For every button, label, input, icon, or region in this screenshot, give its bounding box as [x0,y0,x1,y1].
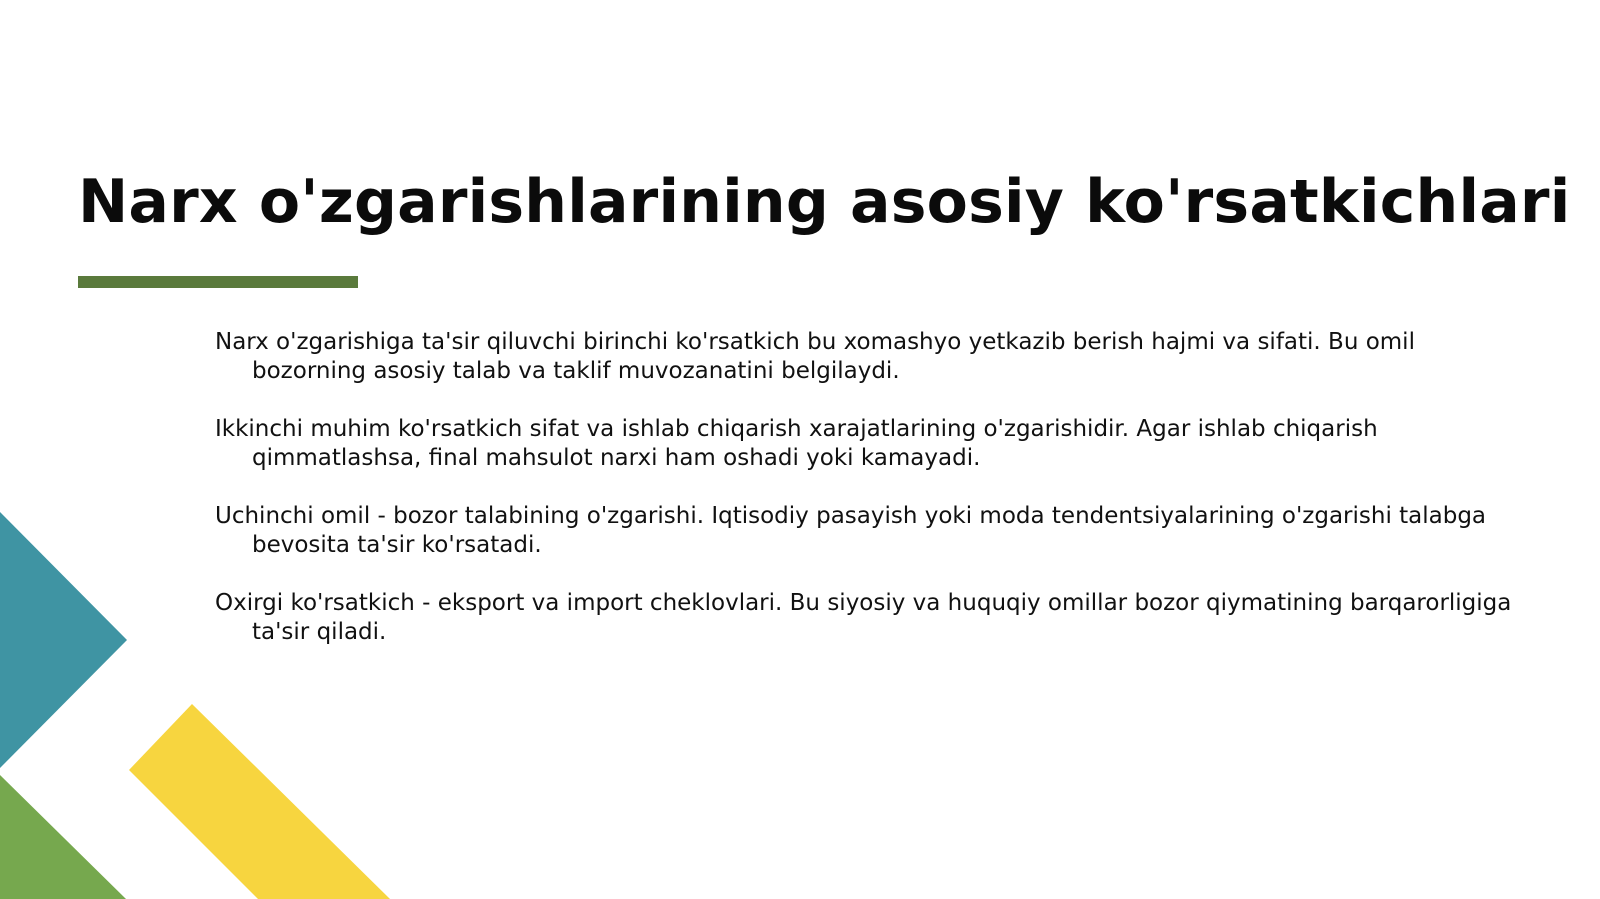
slide-title: Narx o'zgarishlarining asosiy ko'rsatkichlari [78,167,1571,237]
teal-triangle-shape [0,512,127,768]
bullet-list [215,328,1515,676]
bullet-item: Oxirgi ko'rsatkich - eksport va import cheklovlari. Bu siyosiy va huquqiy omillar bozor qiymatining barqarorligiga ta'sir qiladi. [215,590,1512,645]
bullet-item: Narx o'zgarishiga ta'sir qiluvchi birinchi ko'rsatkich bu xomashyo yetkazib berish hajmi va sifati. Bu omil bozorning asosiy talab va taklif muvozanatini belgilaydi. [215,329,1415,384]
bullet-item: Ikkinchi muhim ko'rsatkich sifat va ishlab chiqarish xarajatlarining o'zgarishidir. Agar ishlab chiqarish qimmatlashsa, final mahsulot narxi ham oshadi yoki kamayadi. [215,416,1378,471]
title-underline-bar [78,276,358,288]
yellow-stripe-shape [129,704,390,899]
bullet-item: Uchinchi omil - bozor talabining o'zgarishi. Iqtisodiy pasayish yoki moda tendentsiyalarining o'zgarishi talabga bevosita ta'sir ko'rsatadi. [215,503,1487,558]
green-triangle-shape [0,775,126,899]
